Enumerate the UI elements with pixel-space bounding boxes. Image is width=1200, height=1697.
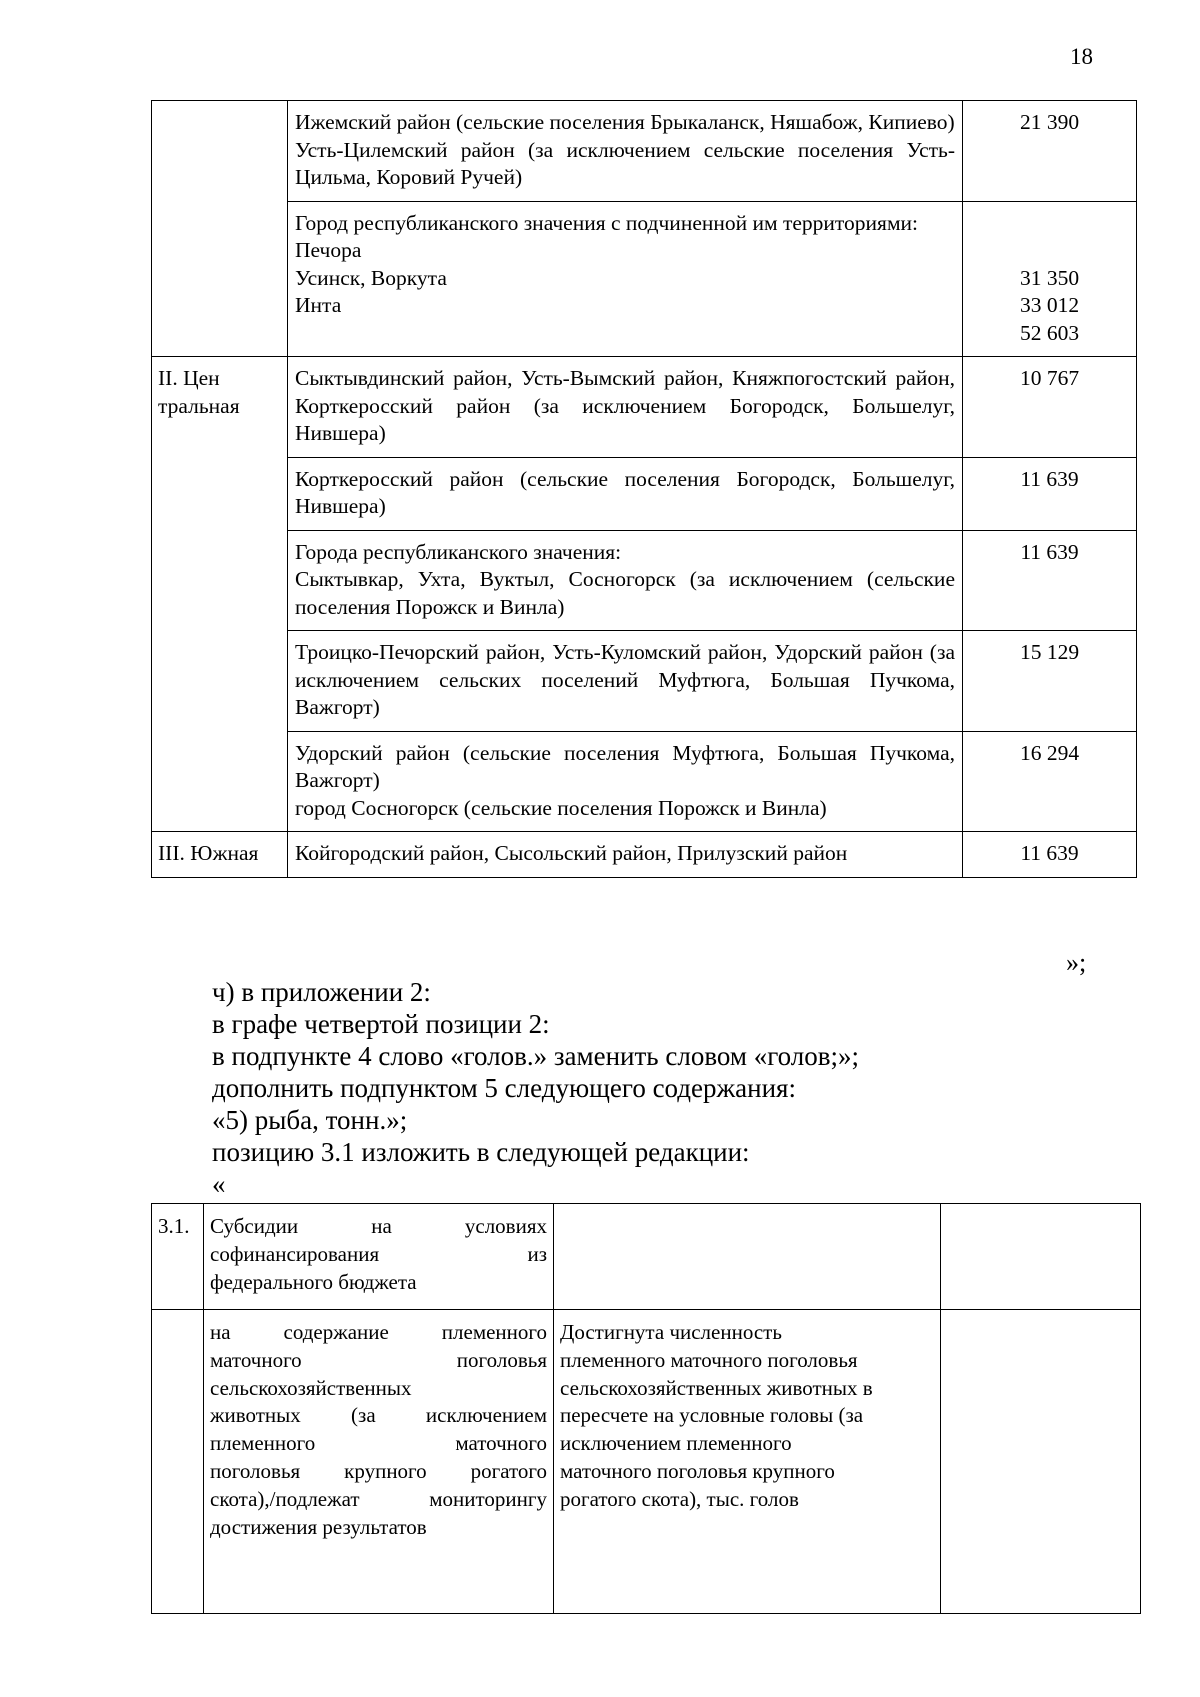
subsidy-text: федерального бюджета: [210, 1269, 417, 1294]
extra-cell: [941, 1204, 1141, 1310]
districts-cell: Койгородский район, Сысольский район, Прилузский район: [288, 832, 963, 878]
districts-cell: [288, 731, 963, 832]
subsidy-text: Субсидии на условиях: [210, 1214, 547, 1238]
value-cell: 15 129: [963, 631, 1137, 732]
value-cell: 11 639: [963, 457, 1137, 530]
subsidy-text: маточного поголовья: [210, 1347, 547, 1372]
district-text: Удорский район (сельские поселения Муфтюга, Большая Пучкома, Важгорт): [295, 740, 955, 792]
result-text: пересчете на условные головы (за: [560, 1403, 864, 1428]
district-text: Города республиканского значения:: [295, 539, 622, 564]
position-number-cell: [152, 1310, 204, 1614]
instruction-line: «: [212, 1169, 226, 1199]
subsidy-text: на содержание племенного: [210, 1320, 547, 1344]
subsidy-text: скота),/подлежат мониторингу: [210, 1486, 547, 1511]
result-cell: [554, 1204, 941, 1310]
table-row: [152, 1204, 1141, 1310]
value-cell: 16 294: [963, 731, 1137, 832]
table-row: [152, 457, 1137, 530]
table-row: [152, 1310, 1141, 1614]
district-text: Инта: [295, 293, 342, 317]
page-number: 18: [1070, 44, 1093, 69]
table-row: [152, 101, 1137, 202]
subsidy-table: [151, 1203, 1141, 1614]
districts-cell: Сыктывдинский район, Усть-Вымский район, Княжпогостский район, Корткеросский район (за исключением Богородск, Большелуг, Нившера): [288, 357, 963, 458]
result-text: рогатого скота), тыс. голов: [560, 1486, 799, 1511]
instruction-line: дополнить подпунктом 5 следующего содержания:: [212, 1073, 796, 1103]
value-cell: 10 767: [963, 357, 1137, 458]
value-cell: 11 639: [963, 530, 1137, 631]
table-row: [152, 731, 1137, 832]
result-text: маточного поголовья крупного: [560, 1458, 835, 1483]
districts-cell: [288, 530, 963, 631]
subsidy-text: софинансирования из: [210, 1241, 547, 1266]
result-text: племенного маточного поголовья: [560, 1347, 858, 1372]
instruction-line: «5) рыба, тонн.»;: [212, 1105, 408, 1135]
value-text: 31 350: [1019, 265, 1080, 290]
value-cell: 11 639: [963, 832, 1137, 878]
result-text: сельскохозяйственных животных в: [560, 1375, 873, 1400]
district-text: Усть-Цилемский район (за исключением сельские поселения Усть-Цильма, Коровий Ручей): [295, 137, 955, 189]
extra-cell: [941, 1310, 1141, 1614]
district-text: Печора: [295, 238, 362, 262]
table-row: [152, 530, 1137, 631]
result-text: исключением племенного: [560, 1431, 792, 1456]
districts-cell: [288, 101, 963, 202]
value-cell: [963, 101, 1137, 202]
zone-cell: III. Южная: [152, 832, 288, 878]
subsidy-cell: [204, 1310, 554, 1614]
value-text: 33 012: [1019, 293, 1080, 317]
value-text: 52 603: [1019, 320, 1080, 345]
table-row: [152, 357, 1137, 458]
position-number-cell: 3.1.: [152, 1204, 204, 1310]
district-text: Усинск, Воркута: [295, 265, 447, 290]
value-text: 21 390: [1019, 110, 1080, 134]
zones-table: [151, 100, 1137, 878]
zone-cell: II. Цен тральная: [152, 357, 288, 832]
result-cell: [554, 1310, 941, 1614]
districts-cell: [288, 201, 963, 357]
value-cell: [963, 201, 1137, 357]
instruction-line: в подпункте 4 слово «голов.» заменить словом «голов;»;: [212, 1041, 859, 1071]
districts-cell: Троицко-Печорский район, Усть-Куломский район, Удорский район (за исключением сельских поселений Муфтюга, Большая Пучкома, Важгорт): [288, 631, 963, 732]
table-row: [152, 631, 1137, 732]
district-text: Сыктывкар, Ухта, Вуктыл, Сосногорск (за исключением (сельские поселения Порожск и Винла): [295, 567, 955, 619]
result-text: Достигнута численность: [560, 1320, 782, 1344]
closing-quote: »;: [1066, 948, 1087, 977]
instruction-line: ч) в приложении 2:: [212, 977, 431, 1007]
subsidy-text: достижения результатов: [210, 1514, 427, 1539]
subsidy-cell: [204, 1204, 554, 1310]
subsidy-text: животных (за исключением: [210, 1403, 547, 1428]
instruction-line: позицию 3.1 изложить в следующей редакции:: [212, 1137, 750, 1167]
district-text: город Сосногорск (сельские поселения Порожск и Винла): [295, 795, 827, 820]
amendment-instructions: [212, 976, 859, 1200]
subsidy-text: поголовья крупного рогатого: [210, 1458, 547, 1483]
table-row: [152, 832, 1137, 878]
table-row: [152, 201, 1137, 357]
zone-cell: [152, 101, 288, 357]
instruction-line: в графе четвертой позиции 2:: [212, 1009, 550, 1039]
district-text: Город республиканского значения с подчиненной им территориями:: [295, 210, 919, 235]
subsidy-text: племенного маточного: [210, 1431, 547, 1456]
districts-cell: Корткеросский район (сельские поселения Богородск, Большелуг, Нившера): [288, 457, 963, 530]
subsidy-text: сельскохозяйственных: [210, 1375, 412, 1400]
district-text: Ижемский район (сельские поселения Брыкаланск, Няшабож, Кипиево): [295, 110, 955, 134]
